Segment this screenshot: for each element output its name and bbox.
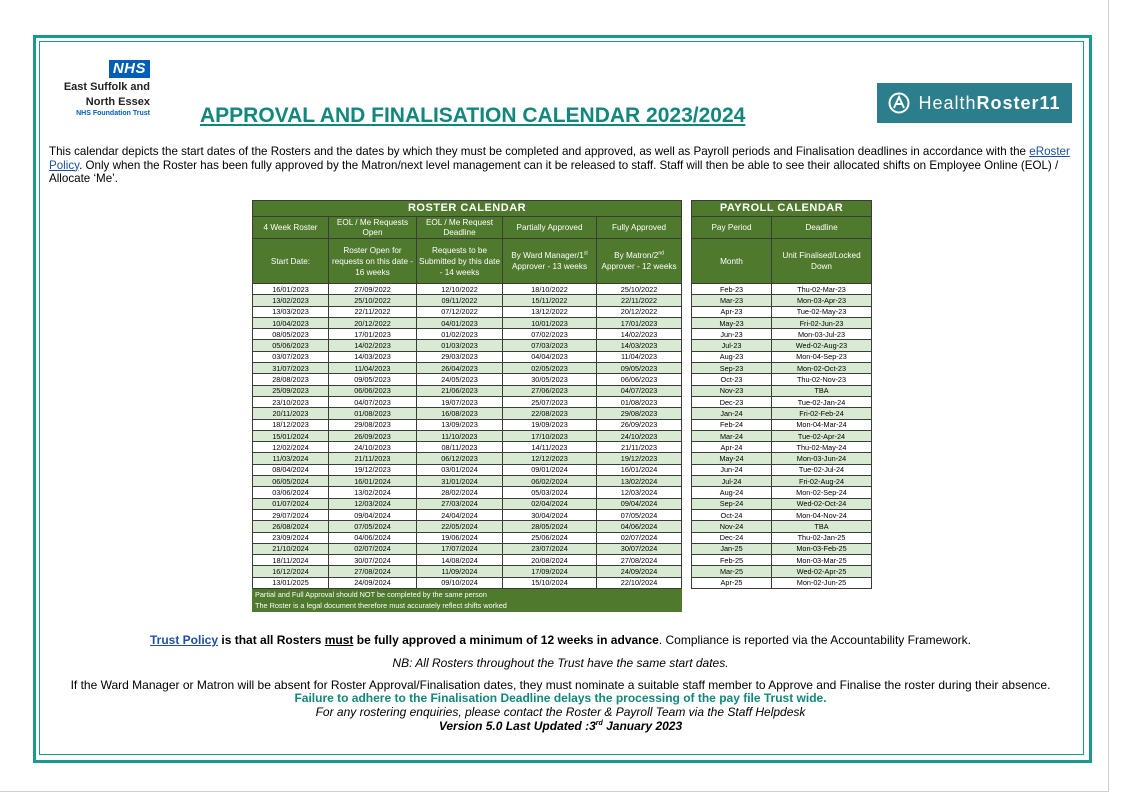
- cell-finalise-deadline: Mon-03-Jul-23: [772, 329, 872, 340]
- table-row: [692, 408, 872, 419]
- cell-fully-approved: 22/11/2022: [597, 295, 682, 306]
- table-row: [692, 295, 872, 306]
- cell-pay-month: Dec-24: [692, 532, 772, 543]
- cell-request-deadline: 03/01/2024: [417, 464, 503, 475]
- table-row: [692, 351, 872, 362]
- cell-requests-open: 19/12/2023: [329, 464, 417, 475]
- cell-partially-approved: 15/11/2022: [503, 295, 597, 306]
- cell-pay-month: Apr-23: [692, 306, 772, 317]
- cell-request-deadline: 22/05/2024: [417, 521, 503, 532]
- cell-request-deadline: 27/03/2024: [417, 498, 503, 509]
- failure-warning: Failure to adhere to the Finalisation Deadline delays the processing of the pay file Trust wide.: [294, 691, 827, 705]
- cell-fully-approved: 07/05/2024: [597, 509, 682, 520]
- cell-start-date: 12/02/2024: [253, 442, 329, 453]
- cell-pay-month: Dec-23: [692, 396, 772, 407]
- cell-finalise-deadline: Fri-02-Aug-24: [772, 476, 872, 487]
- healthroster-icon: [888, 92, 910, 114]
- nb-note: NB: All Rosters throughout the Trust have the same start dates.: [392, 656, 729, 670]
- cell-finalise-deadline: Thu-02-Mar-23: [772, 284, 872, 295]
- cell-request-deadline: 17/07/2024: [417, 543, 503, 554]
- cell-fully-approved: 14/03/2023: [597, 340, 682, 351]
- cell-finalise-deadline: Thu-02-May-24: [772, 442, 872, 453]
- cell-requests-open: 09/04/2024: [329, 509, 417, 520]
- table-row: [692, 464, 872, 475]
- cell-pay-month: Aug-24: [692, 487, 772, 498]
- cell-finalise-deadline: Mon-02-Sep-24: [772, 487, 872, 498]
- cell-pay-month: Jun-23: [692, 329, 772, 340]
- cell-partially-approved: 12/12/2023: [503, 453, 597, 464]
- trust-name-line2: North Essex: [85, 96, 150, 108]
- cell-requests-open: 20/12/2022: [329, 317, 417, 328]
- table-row: [253, 408, 682, 419]
- cell-requests-open: 27/09/2022: [329, 284, 417, 295]
- cell-request-deadline: 01/03/2023: [417, 340, 503, 351]
- cell-requests-open: 12/03/2024: [329, 498, 417, 509]
- cell-request-deadline: 04/01/2023: [417, 317, 503, 328]
- table-row: [692, 363, 872, 374]
- cell-request-deadline: 16/08/2023: [417, 408, 503, 419]
- version-info: Version 5.0 Last Updated :3rd January 2023: [438, 719, 683, 733]
- cell-partially-approved: 25/07/2023: [503, 396, 597, 407]
- cell-start-date: 05/06/2023: [253, 340, 329, 351]
- table-row: [253, 351, 682, 362]
- cell-partially-approved: 25/06/2024: [503, 532, 597, 543]
- cell-request-deadline: 19/07/2023: [417, 396, 503, 407]
- col-partially-approved: Partially Approved: [503, 217, 597, 239]
- subhead-ward-manager: By Ward Manager/1st Approver - 13 weeks: [503, 239, 597, 284]
- payroll-calendar-table: [691, 200, 872, 589]
- cell-partially-approved: 17/10/2023: [503, 430, 597, 441]
- cell-finalise-deadline: Thu-02-Nov-23: [772, 374, 872, 385]
- cell-pay-month: Jan-24: [692, 408, 772, 419]
- absence-note: If the Ward Manager or Matron will be absent for Roster Approval/Finalisation dates, they must nominate a suitable staff member to Approve and Finalise the roster during their absence.: [70, 678, 1051, 692]
- table-row: [692, 284, 872, 295]
- table-row: [253, 340, 682, 351]
- cell-finalise-deadline: Thu-02-Jan-25: [772, 532, 872, 543]
- cell-pay-month: Apr-24: [692, 442, 772, 453]
- cell-request-deadline: 29/03/2023: [417, 351, 503, 362]
- cell-start-date: 25/09/2023: [253, 385, 329, 396]
- cell-pay-month: Jun-24: [692, 464, 772, 475]
- cell-partially-approved: 02/04/2024: [503, 498, 597, 509]
- table-row: [692, 543, 872, 554]
- table-row: [253, 385, 682, 396]
- cell-requests-open: 24/10/2023: [329, 442, 417, 453]
- table-row: [253, 419, 682, 430]
- enquiries-note: For any rostering enquiries, please contact the Roster & Payroll Team via the Staff Helpdesk: [315, 705, 806, 719]
- cell-request-deadline: 14/08/2024: [417, 555, 503, 566]
- cell-start-date: 03/07/2023: [253, 351, 329, 362]
- cell-requests-open: 24/09/2024: [329, 577, 417, 588]
- cell-finalise-deadline: Tue-02-Jul-24: [772, 464, 872, 475]
- eroster-policy-link[interactable]: eRoster Policy: [49, 145, 1070, 172]
- note-legal-document: The Roster is a legal document therefore must accurately reflect shifts worked: [253, 600, 682, 611]
- table-row: [253, 498, 682, 509]
- cell-requests-open: 14/03/2023: [329, 351, 417, 362]
- table-row: [253, 453, 682, 464]
- cell-start-date: 06/05/2024: [253, 476, 329, 487]
- cell-start-date: 10/04/2023: [253, 317, 329, 328]
- cell-finalise-deadline: TBA: [772, 385, 872, 396]
- cell-finalise-deadline: Wed-02-Apr-25: [772, 566, 872, 577]
- cell-requests-open: 01/08/2023: [329, 408, 417, 419]
- cell-requests-open: 26/09/2023: [329, 430, 417, 441]
- cell-requests-open: 09/05/2023: [329, 374, 417, 385]
- cell-partially-approved: 07/02/2023: [503, 329, 597, 340]
- cell-fully-approved: 13/02/2024: [597, 476, 682, 487]
- cell-pay-month: Oct-24: [692, 509, 772, 520]
- cell-request-deadline: 19/06/2024: [417, 532, 503, 543]
- cell-pay-month: Apr-25: [692, 577, 772, 588]
- table-row: [692, 509, 872, 520]
- table-row: [692, 340, 872, 351]
- cell-partially-approved: 13/12/2022: [503, 306, 597, 317]
- table-row: [253, 363, 682, 374]
- cell-start-date: 13/01/2025: [253, 577, 329, 588]
- cell-partially-approved: 27/06/2023: [503, 385, 597, 396]
- cell-finalise-deadline: Mon-04-Mar-24: [772, 419, 872, 430]
- cell-fully-approved: 04/07/2023: [597, 385, 682, 396]
- cell-partially-approved: 19/09/2023: [503, 419, 597, 430]
- cell-finalise-deadline: Tue-02-Jan-24: [772, 396, 872, 407]
- cell-finalise-deadline: Mon-03-Feb-25: [772, 543, 872, 554]
- cell-start-date: 18/11/2024: [253, 555, 329, 566]
- cell-partially-approved: 09/01/2024: [503, 464, 597, 475]
- table-row: [253, 577, 682, 588]
- cell-requests-open: 17/01/2023: [329, 329, 417, 340]
- cell-partially-approved: 17/09/2024: [503, 566, 597, 577]
- cell-request-deadline: 26/04/2023: [417, 363, 503, 374]
- table-row: [253, 295, 682, 306]
- table-row: [253, 329, 682, 340]
- cell-requests-open: 29/08/2023: [329, 419, 417, 430]
- cell-start-date: 21/10/2024: [253, 543, 329, 554]
- trust-name-line1: East Suffolk and: [63, 81, 150, 93]
- col-requests-open: EOL / Me Requests Open: [329, 217, 417, 239]
- cell-start-date: 26/08/2024: [253, 521, 329, 532]
- cell-start-date: 28/08/2023: [253, 374, 329, 385]
- cell-fully-approved: 17/01/2023: [597, 317, 682, 328]
- cell-fully-approved: 14/02/2023: [597, 329, 682, 340]
- intro-paragraph: This calendar depicts the start dates of the Rosters and the dates by which they must be completed and approved, as well as Payroll periods and Finalisation deadlines in accordance with the eRoster Policy. Only when the Roster has been fully approved by the Matron/next level management can it be released to staff. Staff will then be able to see their allocated shifts on Employee Online (EOL) / Allocate ‘Me’.: [49, 145, 1070, 185]
- table-row: [253, 487, 682, 498]
- cell-start-date: 31/07/2023: [253, 363, 329, 374]
- cell-partially-approved: 30/04/2024: [503, 509, 597, 520]
- cell-request-deadline: 24/05/2023: [417, 374, 503, 385]
- cell-finalise-deadline: Mon-03-Mar-25: [772, 555, 872, 566]
- cell-start-date: 11/03/2024: [253, 453, 329, 464]
- healthroster-wordmark: HealthRoster11: [918, 92, 1061, 113]
- cell-request-deadline: 12/10/2022: [417, 284, 503, 295]
- cell-start-date: 29/07/2024: [253, 509, 329, 520]
- cell-request-deadline: 24/04/2024: [417, 509, 503, 520]
- cell-fully-approved: 16/01/2024: [597, 464, 682, 475]
- table-row: [253, 555, 682, 566]
- table-row: [253, 284, 682, 295]
- cell-finalise-deadline: Mon-04-Nov-24: [772, 509, 872, 520]
- table-row: [692, 430, 872, 441]
- cell-requests-open: 14/02/2023: [329, 340, 417, 351]
- table-row: [692, 566, 872, 577]
- payroll-calendar-title: PAYROLL CALENDAR: [692, 201, 872, 217]
- cell-request-deadline: 31/01/2024: [417, 476, 503, 487]
- cell-finalise-deadline: Tue-02-Apr-24: [772, 430, 872, 441]
- cell-start-date: 08/04/2024: [253, 464, 329, 475]
- cell-requests-open: 25/10/2022: [329, 295, 417, 306]
- cell-request-deadline: 09/11/2022: [417, 295, 503, 306]
- table-row: [692, 442, 872, 453]
- table-row: [692, 476, 872, 487]
- cell-pay-month: Mar-25: [692, 566, 772, 577]
- table-row: [692, 577, 872, 588]
- table-row: [253, 566, 682, 577]
- cell-requests-open: 22/11/2022: [329, 306, 417, 317]
- cell-request-deadline: 21/06/2023: [417, 385, 503, 396]
- cell-pay-month: Feb-24: [692, 419, 772, 430]
- cell-partially-approved: 06/02/2024: [503, 476, 597, 487]
- cell-request-deadline: 01/02/2023: [417, 329, 503, 340]
- cell-start-date: 20/11/2023: [253, 408, 329, 419]
- cell-request-deadline: 09/10/2024: [417, 577, 503, 588]
- cell-fully-approved: 04/06/2024: [597, 521, 682, 532]
- cell-pay-month: May-23: [692, 317, 772, 328]
- cell-fully-approved: 26/09/2023: [597, 419, 682, 430]
- cell-partially-approved: 04/04/2023: [503, 351, 597, 362]
- table-row: [692, 317, 872, 328]
- col-request-deadline: EOL / Me Request Deadline: [417, 217, 503, 239]
- subhead-unit-finalised: Unit Finalised/Locked Down: [772, 239, 872, 284]
- cell-partially-approved: 15/10/2024: [503, 577, 597, 588]
- table-row: [253, 476, 682, 487]
- table-row: [253, 374, 682, 385]
- cell-fully-approved: 30/07/2024: [597, 543, 682, 554]
- cell-fully-approved: 09/05/2023: [597, 363, 682, 374]
- trust-policy-statement: Trust Policy is that all Rosters must be fully approved a minimum of 12 weeks in advance. Compliance is reported via the Accountability Framework.: [150, 633, 971, 647]
- nhs-logo: [50, 60, 150, 117]
- cell-finalise-deadline: Fri-02-Jun-23: [772, 317, 872, 328]
- cell-pay-month: Jul-24: [692, 476, 772, 487]
- cell-start-date: 03/06/2024: [253, 487, 329, 498]
- cell-pay-month: Sep-24: [692, 498, 772, 509]
- cell-fully-approved: 24/10/2023: [597, 430, 682, 441]
- cell-requests-open: 04/07/2023: [329, 396, 417, 407]
- table-row: [253, 532, 682, 543]
- cell-start-date: 13/02/2023: [253, 295, 329, 306]
- cell-pay-month: Nov-23: [692, 385, 772, 396]
- cell-partially-approved: 05/03/2024: [503, 487, 597, 498]
- cell-pay-month: Mar-23: [692, 295, 772, 306]
- cell-partially-approved: 02/05/2023: [503, 363, 597, 374]
- subhead-matron: By Matron/2nd Approver - 12 weeks: [597, 239, 682, 284]
- cell-finalise-deadline: Wed-02-Oct-24: [772, 498, 872, 509]
- cell-finalise-deadline: Tue-02-May-23: [772, 306, 872, 317]
- cell-fully-approved: 01/08/2023: [597, 396, 682, 407]
- cell-fully-approved: 20/12/2022: [597, 306, 682, 317]
- cell-partially-approved: 10/01/2023: [503, 317, 597, 328]
- cell-requests-open: 27/08/2024: [329, 566, 417, 577]
- roster-calendar-table: [252, 200, 682, 612]
- cell-finalise-deadline: Fri-02-Feb-24: [772, 408, 872, 419]
- cell-finalise-deadline: Mon-04-Sep-23: [772, 351, 872, 362]
- cell-pay-month: Jul-23: [692, 340, 772, 351]
- table-row: [692, 374, 872, 385]
- table-row: [692, 521, 872, 532]
- cell-requests-open: 21/11/2023: [329, 453, 417, 464]
- cell-partially-approved: 18/10/2022: [503, 284, 597, 295]
- cell-requests-open: 16/01/2024: [329, 476, 417, 487]
- subhead-start-date: Start Date:: [253, 239, 329, 284]
- cell-partially-approved: 22/08/2023: [503, 408, 597, 419]
- table-row: [253, 306, 682, 317]
- cell-pay-month: Jan-25: [692, 543, 772, 554]
- col-4-week-roster: 4 Week Roster: [253, 217, 329, 239]
- note-approval: Partial and Full Approval should NOT be completed by the same person: [253, 589, 682, 600]
- table-row: [253, 442, 682, 453]
- table-row: [253, 396, 682, 407]
- cell-request-deadline: 11/10/2023: [417, 430, 503, 441]
- col-deadline: Deadline: [772, 217, 872, 239]
- cell-fully-approved: 19/12/2023: [597, 453, 682, 464]
- cell-finalise-deadline: Mon-03-Apr-23: [772, 295, 872, 306]
- cell-fully-approved: 24/09/2024: [597, 566, 682, 577]
- cell-finalise-deadline: Mon-02-Oct-23: [772, 363, 872, 374]
- cell-pay-month: Oct-23: [692, 374, 772, 385]
- table-row: [692, 419, 872, 430]
- cell-start-date: 13/03/2023: [253, 306, 329, 317]
- col-fully-approved: Fully Approved: [597, 217, 682, 239]
- cell-fully-approved: 21/11/2023: [597, 442, 682, 453]
- cell-pay-month: Aug-23: [692, 351, 772, 362]
- roster-calendar-title: ROSTER CALENDAR: [253, 201, 682, 217]
- table-row: [692, 385, 872, 396]
- cell-partially-approved: 28/05/2024: [503, 521, 597, 532]
- nhs-badge: NHS: [109, 60, 150, 78]
- cell-start-date: 15/01/2024: [253, 430, 329, 441]
- cell-start-date: 08/05/2023: [253, 329, 329, 340]
- cell-fully-approved: 29/08/2023: [597, 408, 682, 419]
- cell-start-date: 23/09/2024: [253, 532, 329, 543]
- cell-start-date: 16/01/2023: [253, 284, 329, 295]
- col-pay-period: Pay Period: [692, 217, 772, 239]
- cell-request-deadline: 11/09/2024: [417, 566, 503, 577]
- cell-finalise-deadline: Mon-02-Jun-25: [772, 577, 872, 588]
- table-row: [692, 329, 872, 340]
- cell-requests-open: 04/06/2024: [329, 532, 417, 543]
- cell-fully-approved: 25/10/2022: [597, 284, 682, 295]
- table-row: [253, 317, 682, 328]
- table-row: [253, 430, 682, 441]
- cell-pay-month: Feb-23: [692, 284, 772, 295]
- cell-request-deadline: 08/11/2023: [417, 442, 503, 453]
- trust-subtitle: NHS Foundation Trust: [76, 110, 150, 117]
- table-row: [253, 509, 682, 520]
- cell-start-date: 18/12/2023: [253, 419, 329, 430]
- cell-fully-approved: 12/03/2024: [597, 487, 682, 498]
- healthroster-logo: [877, 83, 1072, 123]
- payroll-rows: [692, 284, 872, 589]
- cell-finalise-deadline: Wed-02-Aug-23: [772, 340, 872, 351]
- table-row: [253, 521, 682, 532]
- cell-fully-approved: 11/04/2023: [597, 351, 682, 362]
- cell-request-deadline: 06/12/2023: [417, 453, 503, 464]
- cell-partially-approved: 30/05/2023: [503, 374, 597, 385]
- cell-partially-approved: 14/11/2023: [503, 442, 597, 453]
- table-row: [692, 453, 872, 464]
- cell-pay-month: Mar-24: [692, 430, 772, 441]
- table-row: [253, 464, 682, 475]
- cell-pay-month: Feb-25: [692, 555, 772, 566]
- cell-partially-approved: 20/08/2024: [503, 555, 597, 566]
- cell-fully-approved: 22/10/2024: [597, 577, 682, 588]
- cell-requests-open: 30/07/2024: [329, 555, 417, 566]
- table-row: [692, 487, 872, 498]
- cell-requests-open: 02/07/2024: [329, 543, 417, 554]
- cell-pay-month: May-24: [692, 453, 772, 464]
- cell-start-date: 23/10/2023: [253, 396, 329, 407]
- cell-finalise-deadline: TBA: [772, 521, 872, 532]
- table-row: [253, 543, 682, 554]
- page-title: APPROVAL AND FINALISATION CALENDAR 2023/2024: [200, 104, 746, 127]
- subhead-roster-open: Roster Open for requests on this date - 16 weeks: [329, 239, 417, 284]
- table-row: [692, 498, 872, 509]
- cell-finalise-deadline: Mon-03-Jun-24: [772, 453, 872, 464]
- table-row: [692, 306, 872, 317]
- subhead-requests-submitted: Requests to be Submitted by this date - 14 weeks: [417, 239, 503, 284]
- cell-requests-open: 06/06/2023: [329, 385, 417, 396]
- cell-fully-approved: 09/04/2024: [597, 498, 682, 509]
- cell-partially-approved: 23/07/2024: [503, 543, 597, 554]
- subhead-month: Month: [692, 239, 772, 284]
- table-row: [692, 532, 872, 543]
- cell-requests-open: 13/02/2024: [329, 487, 417, 498]
- cell-fully-approved: 06/06/2023: [597, 374, 682, 385]
- cell-requests-open: 11/04/2023: [329, 363, 417, 374]
- cell-fully-approved: 27/08/2024: [597, 555, 682, 566]
- roster-rows: [253, 284, 682, 589]
- table-row: [692, 396, 872, 407]
- cell-start-date: 01/07/2024: [253, 498, 329, 509]
- cell-pay-month: Nov-24: [692, 521, 772, 532]
- cell-requests-open: 07/05/2024: [329, 521, 417, 532]
- table-row: [692, 555, 872, 566]
- cell-request-deadline: 13/09/2023: [417, 419, 503, 430]
- trust-policy-link[interactable]: Trust Policy: [150, 633, 219, 647]
- cell-start-date: 16/12/2024: [253, 566, 329, 577]
- cell-fully-approved: 02/07/2024: [597, 532, 682, 543]
- cell-request-deadline: 07/12/2022: [417, 306, 503, 317]
- cell-pay-month: Sep-23: [692, 363, 772, 374]
- cell-request-deadline: 28/02/2024: [417, 487, 503, 498]
- cell-partially-approved: 07/03/2023: [503, 340, 597, 351]
